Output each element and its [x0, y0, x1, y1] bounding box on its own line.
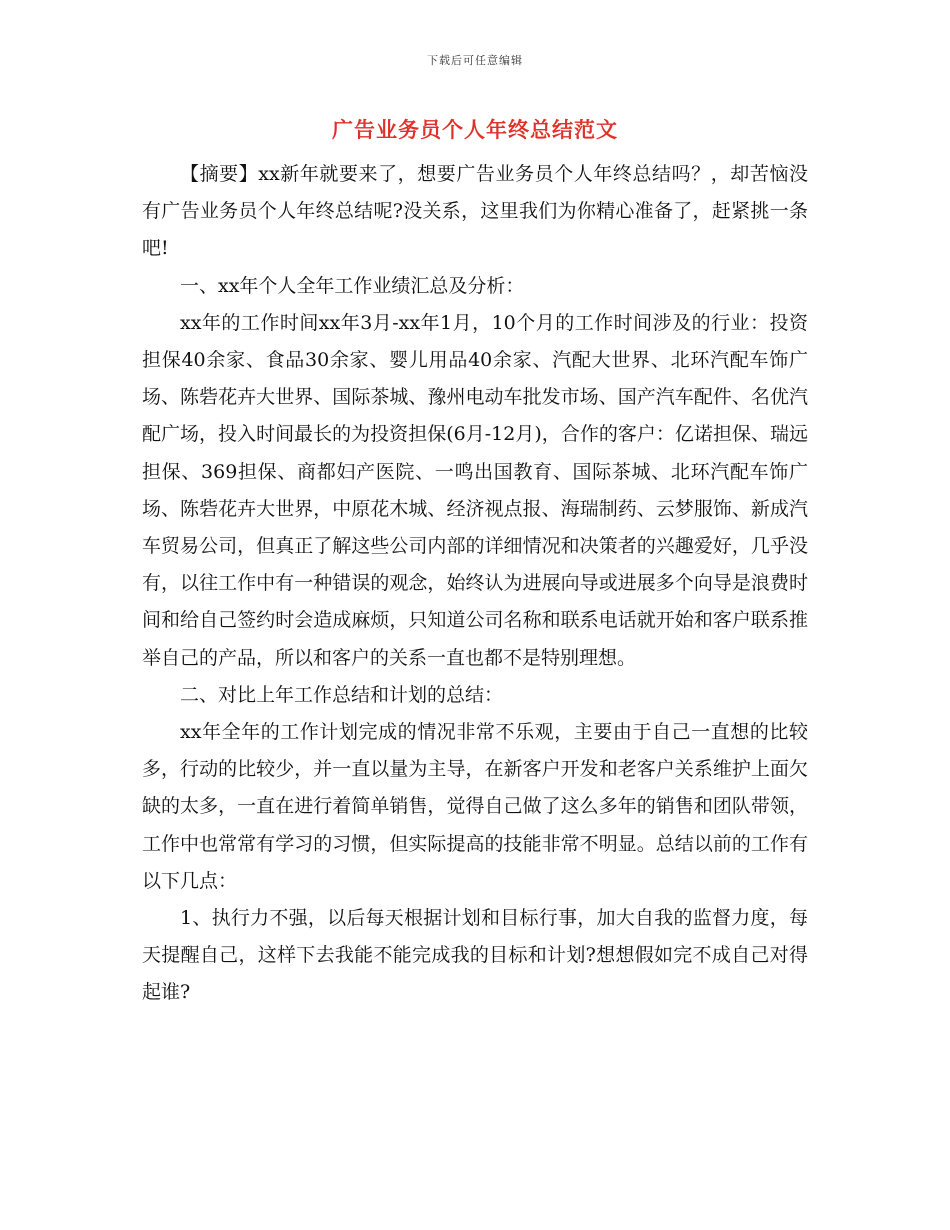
section-heading-1: 一、xx年个人全年工作业绩汇总及分析： [180, 274, 525, 297]
document-body [142, 156, 808, 1012]
body-paragraph: xx年的工作时间xx年3月-xx年1月，10个月的工作时间涉及的行业：投资担保40余家、食品30余家、婴儿用品40余家、汽配大世界、北环汽配车饰广场、陈砦花卉大世界、国际茶城、豫州电动车批发市场、国产汽车配件、名优汽配广场，投入时间最长的为投资担保(6月-12月)，合作的客户：亿诺担保、瑞远担保、369担保、商都妇产医院、一鸣出国教育、国际茶城、北环汽配车饰广场、陈砦花卉大世界，中原花木城、经济视点报、海瑞制药、云梦服饰、新成汽车贸易公司，但真正了解这些公司内部的详细情况和决策者的兴趣爱好，几乎没有，以往工作中有一种错误的观念，始终认为进展向导或进展多个向导是浪费时间和给自己签约时会造成麻烦，只知道公司名称和联系电话就开始和客户联系推举自己的产品，所以和客户的关系一直也都不是特别理想。 [142, 311, 808, 669]
header-note: 下载后可任意编辑 [427, 54, 523, 67]
document-title: 广告业务员个人年终总结范文 [332, 117, 618, 142]
abstract-paragraph: 【摘要】xx新年就要来了，想要广告业务员个人年终总结吗？，却苦恼没有广告业务员个人年终总结呢?没关系，这里我们为你精心准备了，赶紧挑一条吧! [142, 163, 808, 260]
body-paragraph: xx年全年的工作计划完成的情况非常不乐观，主要由于自己一直想的比较多，行动的比较少，并一直以量为主导，在新客户开发和老客户关系维护上面欠缺的太多，一直在进行着简单销售，觉得自己做了这么多年的销售和团队带领，工作中也常常有学习的习惯，但实际提高的技能非常不明显。总结以前的工作有以下几点： [142, 721, 808, 892]
list-item-paragraph: 1、执行力不强，以后每天根据计划和目标行事，加大自我的监督力度，每天提醒自己，这样下去我能不能完成我的目标和计划?想想假如完不成自己对得起谁? [142, 907, 808, 1004]
section-heading-2: 二、对比上年工作总结和计划的总结： [180, 683, 504, 706]
